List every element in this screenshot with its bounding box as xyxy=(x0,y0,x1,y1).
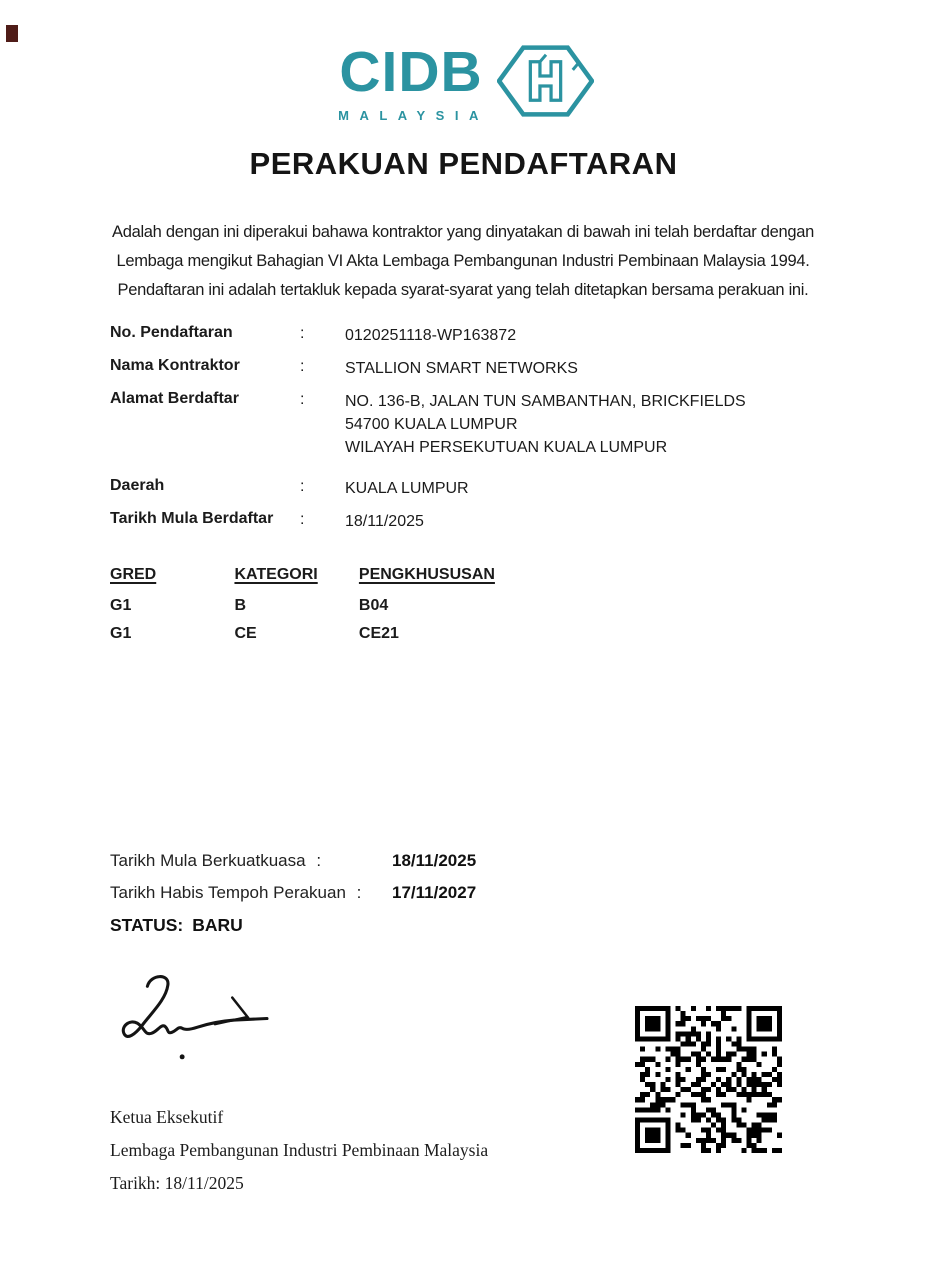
colon: : xyxy=(300,511,305,528)
header-gred: GRED xyxy=(110,566,157,583)
intro-line-2: Lembaga mengikut Bahagian VI Akta Lembaga Pembangunan Industri Pembinaan Malaysia 1994. xyxy=(116,252,810,270)
signatory-title: Ketua Eksekutif xyxy=(110,1107,224,1127)
signature xyxy=(116,972,281,1064)
validity-value: 18/11/2025 xyxy=(392,851,477,870)
colon: : xyxy=(356,883,362,902)
cidb-hexagon-icon xyxy=(497,44,594,118)
grade-table-row xyxy=(110,625,399,643)
date-value: 18/11/2025 xyxy=(164,1173,244,1193)
status-line xyxy=(110,915,243,936)
validity-value: 17/11/2027 xyxy=(392,883,477,902)
cell-kategori: CE xyxy=(234,625,257,642)
field-value: STALLION SMART NETWORKS xyxy=(345,360,578,377)
field-label: Nama Kontraktor xyxy=(110,357,240,374)
page-title: PERAKUAN PENDAFTARAN xyxy=(249,146,678,181)
cidb-logo xyxy=(0,40,927,123)
cidb-brand-text: CIDB xyxy=(339,40,483,104)
cell-gred: G1 xyxy=(110,625,132,642)
signatory-org: Lembaga Pembangunan Industri Pembinaan Malaysia xyxy=(110,1140,489,1160)
grade-table-row xyxy=(110,597,388,615)
field-value xyxy=(345,390,746,459)
signatory-date-line xyxy=(110,1173,244,1194)
cell-kategori: B xyxy=(234,597,247,614)
intro-paragraph xyxy=(63,218,863,305)
status-label: STATUS: xyxy=(110,915,184,935)
date-label: Tarikh: xyxy=(110,1173,161,1193)
grade-table-header xyxy=(110,566,495,584)
field-value: 0120251118-WP163872 xyxy=(345,327,517,344)
field-value: KUALA LUMPUR xyxy=(345,480,469,497)
field-label: Daerah xyxy=(110,477,165,494)
field-label: Alamat Berdaftar xyxy=(110,390,239,407)
field-label: Tarikh Mula Berdaftar xyxy=(110,510,274,527)
row-tarikh-habis-tempoh xyxy=(110,883,610,903)
header-pengkhususan: PENGKHUSUSAN xyxy=(358,566,495,583)
cell-pengkhususan: CE21 xyxy=(358,625,399,642)
address-line-3: WILAYAH PERSEKUTUAN KUALA LUMPUR xyxy=(345,439,668,456)
colon: : xyxy=(300,478,305,495)
colon: : xyxy=(300,358,305,375)
colon: : xyxy=(316,851,322,870)
row-tarikh-mula-berkuatkuasa xyxy=(110,851,610,871)
validity-label: Tarikh Mula Berkuatkuasa xyxy=(110,851,306,870)
status-value: BARU xyxy=(192,915,243,935)
corner-mark xyxy=(6,25,18,42)
cell-gred: G1 xyxy=(110,597,132,614)
validity-label: Tarikh Habis Tempoh Perakuan xyxy=(110,883,346,902)
cidb-malaysia-text: MALAYSIA xyxy=(338,108,489,123)
qr-code-container xyxy=(635,1006,782,1153)
header-kategori: KATEGORI xyxy=(234,566,318,583)
cell-pengkhususan: B04 xyxy=(358,597,389,614)
field-label: No. Pendaftaran xyxy=(110,324,233,341)
cidb-logo-text xyxy=(333,40,489,123)
intro-line-1: Adalah dengan ini diperakui bahawa kontraktor yang dinyatakan di bawah ini telah berdaftar dengan xyxy=(111,223,814,241)
address-line-2: 54700 KUALA LUMPUR xyxy=(345,416,518,433)
qr-code xyxy=(635,1006,782,1153)
address-line-1: NO. 136-B, JALAN TUN SAMBANTHAN, BRICKFIELDS xyxy=(345,393,746,410)
intro-line-3: Pendaftaran ini adalah tertakluk kepada syarat-syarat yang telah ditetapkan bersama perakuan ini. xyxy=(117,281,809,299)
colon: : xyxy=(300,325,305,342)
colon: : xyxy=(300,391,305,408)
field-value: 18/11/2025 xyxy=(345,513,424,530)
